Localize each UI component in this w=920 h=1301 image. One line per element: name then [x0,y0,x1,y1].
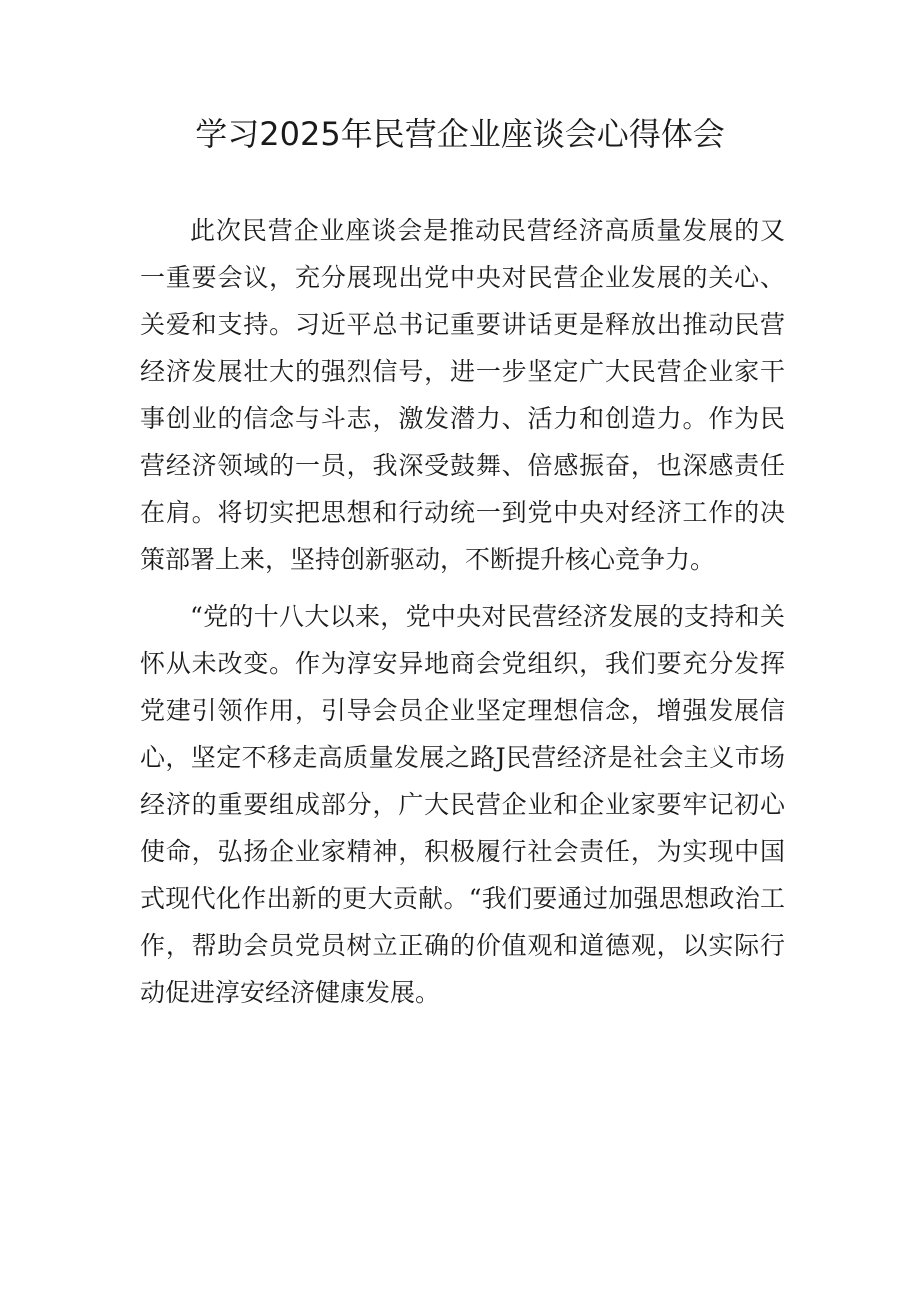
body-paragraph-1: 此次民营企业座谈会是推动民营经济高质量发展的又一重要会议，充分展现出党中央对民营企业发展的关心、关爱和支持。习近平总书记重要讲话更是释放出推动民营经济发展壮大的强烈信号，进一步坚定广大民营企业家干事创业的信念与斗志，激发潜力、活力和创造力。作为民营经济领域的一员，我深受鼓舞、倍感振奋，也深感责任在肩。将切实把思想和行动统一到党中央对经济工作的决策部署上来，坚持创新驱动，不断提升核心竞争力。 [140,216,785,574]
document-title: 学习2025年民营企业座谈会心得体会 [195,115,725,153]
body-paragraph-2: “党的十八大以来，党中央对民营经济发展的支持和关怀从未改变。作为淳安异地商会党组织，我们要充分发挥党建引领作用，引导会员企业坚定理想信念，增强发展信心，坚定不移走高质量发展之路J民营经济是社会主义市场经济的重要组成部分，广大民营企业和企业家要牢记初心使命，弘扬企业家精神，积极履行社会责任，为实现中国式现代化作出新的更大贡献。“我们要通过加强思想政治工作，帮助会员党员树立正确的价值观和道德观，以实际行动促进淳安经济健康发展。 [140,602,785,1007]
